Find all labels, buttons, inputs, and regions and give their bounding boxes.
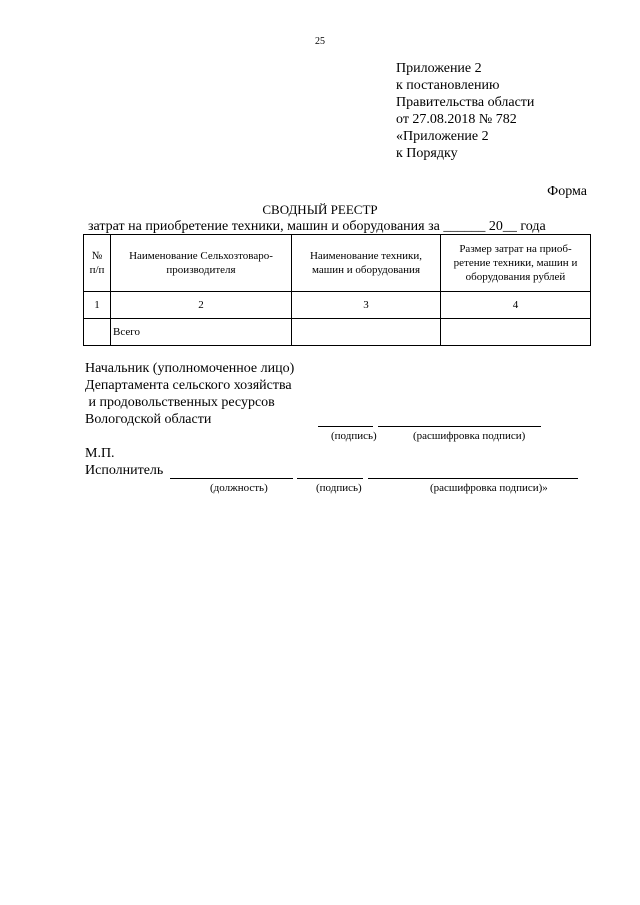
- table-cell: 3: [292, 292, 441, 319]
- header-cell-costs: Размер затрат на приоб-ретение техники, машин и оборудования рублей: [441, 235, 591, 292]
- header-cell-producer: Наименование Сельхозтоваро-производителя: [111, 235, 292, 292]
- table-number-row: [84, 292, 591, 319]
- table-cell: [84, 319, 111, 346]
- table-cell: 1: [84, 292, 111, 319]
- position-caption: (должность): [210, 482, 268, 494]
- position-line: [170, 478, 293, 479]
- appendix-line: к Порядку: [396, 146, 458, 161]
- appendix-block: [396, 60, 534, 162]
- table-total-row: [84, 319, 591, 346]
- stamp-place: М.П.: [85, 446, 115, 461]
- signature-caption: (подпись): [331, 430, 377, 442]
- appendix-line: «Приложение 2: [396, 129, 489, 144]
- document-title: СВОДНЫЙ РЕЕСТР: [262, 202, 378, 217]
- table-cell: [441, 319, 591, 346]
- decoding-caption: (расшифровка подписи): [413, 430, 526, 442]
- document-subtitle: затрат на приобретение техники, машин и оборудования за ______ 20__ года: [88, 219, 546, 234]
- form-label: Форма: [547, 184, 587, 199]
- executor-signature-caption: (подпись): [316, 482, 362, 494]
- appendix-line: от 27.08.2018 № 782: [396, 112, 517, 127]
- registry-table: [83, 234, 591, 346]
- header-cell-equipment: Наименование техники, машин и оборудования: [292, 235, 441, 292]
- table-cell: 4: [441, 292, 591, 319]
- signatory-line: Департамента сельского хозяйства: [85, 378, 292, 393]
- table-header-row: [84, 235, 591, 292]
- table-cell: 2: [111, 292, 292, 319]
- signatory-block: [85, 360, 294, 428]
- signatory-line: Начальник (уполномоченное лицо): [85, 361, 295, 376]
- executor-decoding-caption: (расшифровка подписи)»: [430, 482, 548, 494]
- appendix-line: к постановлению: [396, 78, 500, 93]
- decoding-line: [378, 426, 541, 427]
- page-number: 25: [315, 36, 325, 47]
- signatory-line: и продовольственных ресурсов: [85, 395, 275, 410]
- executor-decoding-line: [368, 478, 578, 479]
- signature-line: [318, 426, 373, 427]
- executor-signature-line: [297, 478, 363, 479]
- total-label: Всего: [111, 319, 292, 346]
- table-cell: [292, 319, 441, 346]
- appendix-line: Правительства области: [396, 95, 535, 110]
- appendix-line: Приложение 2: [396, 61, 482, 76]
- signatory-line: Вологодской области: [85, 412, 212, 427]
- header-cell-number: № п/п: [84, 235, 111, 292]
- executor-label: Исполнитель: [85, 463, 164, 478]
